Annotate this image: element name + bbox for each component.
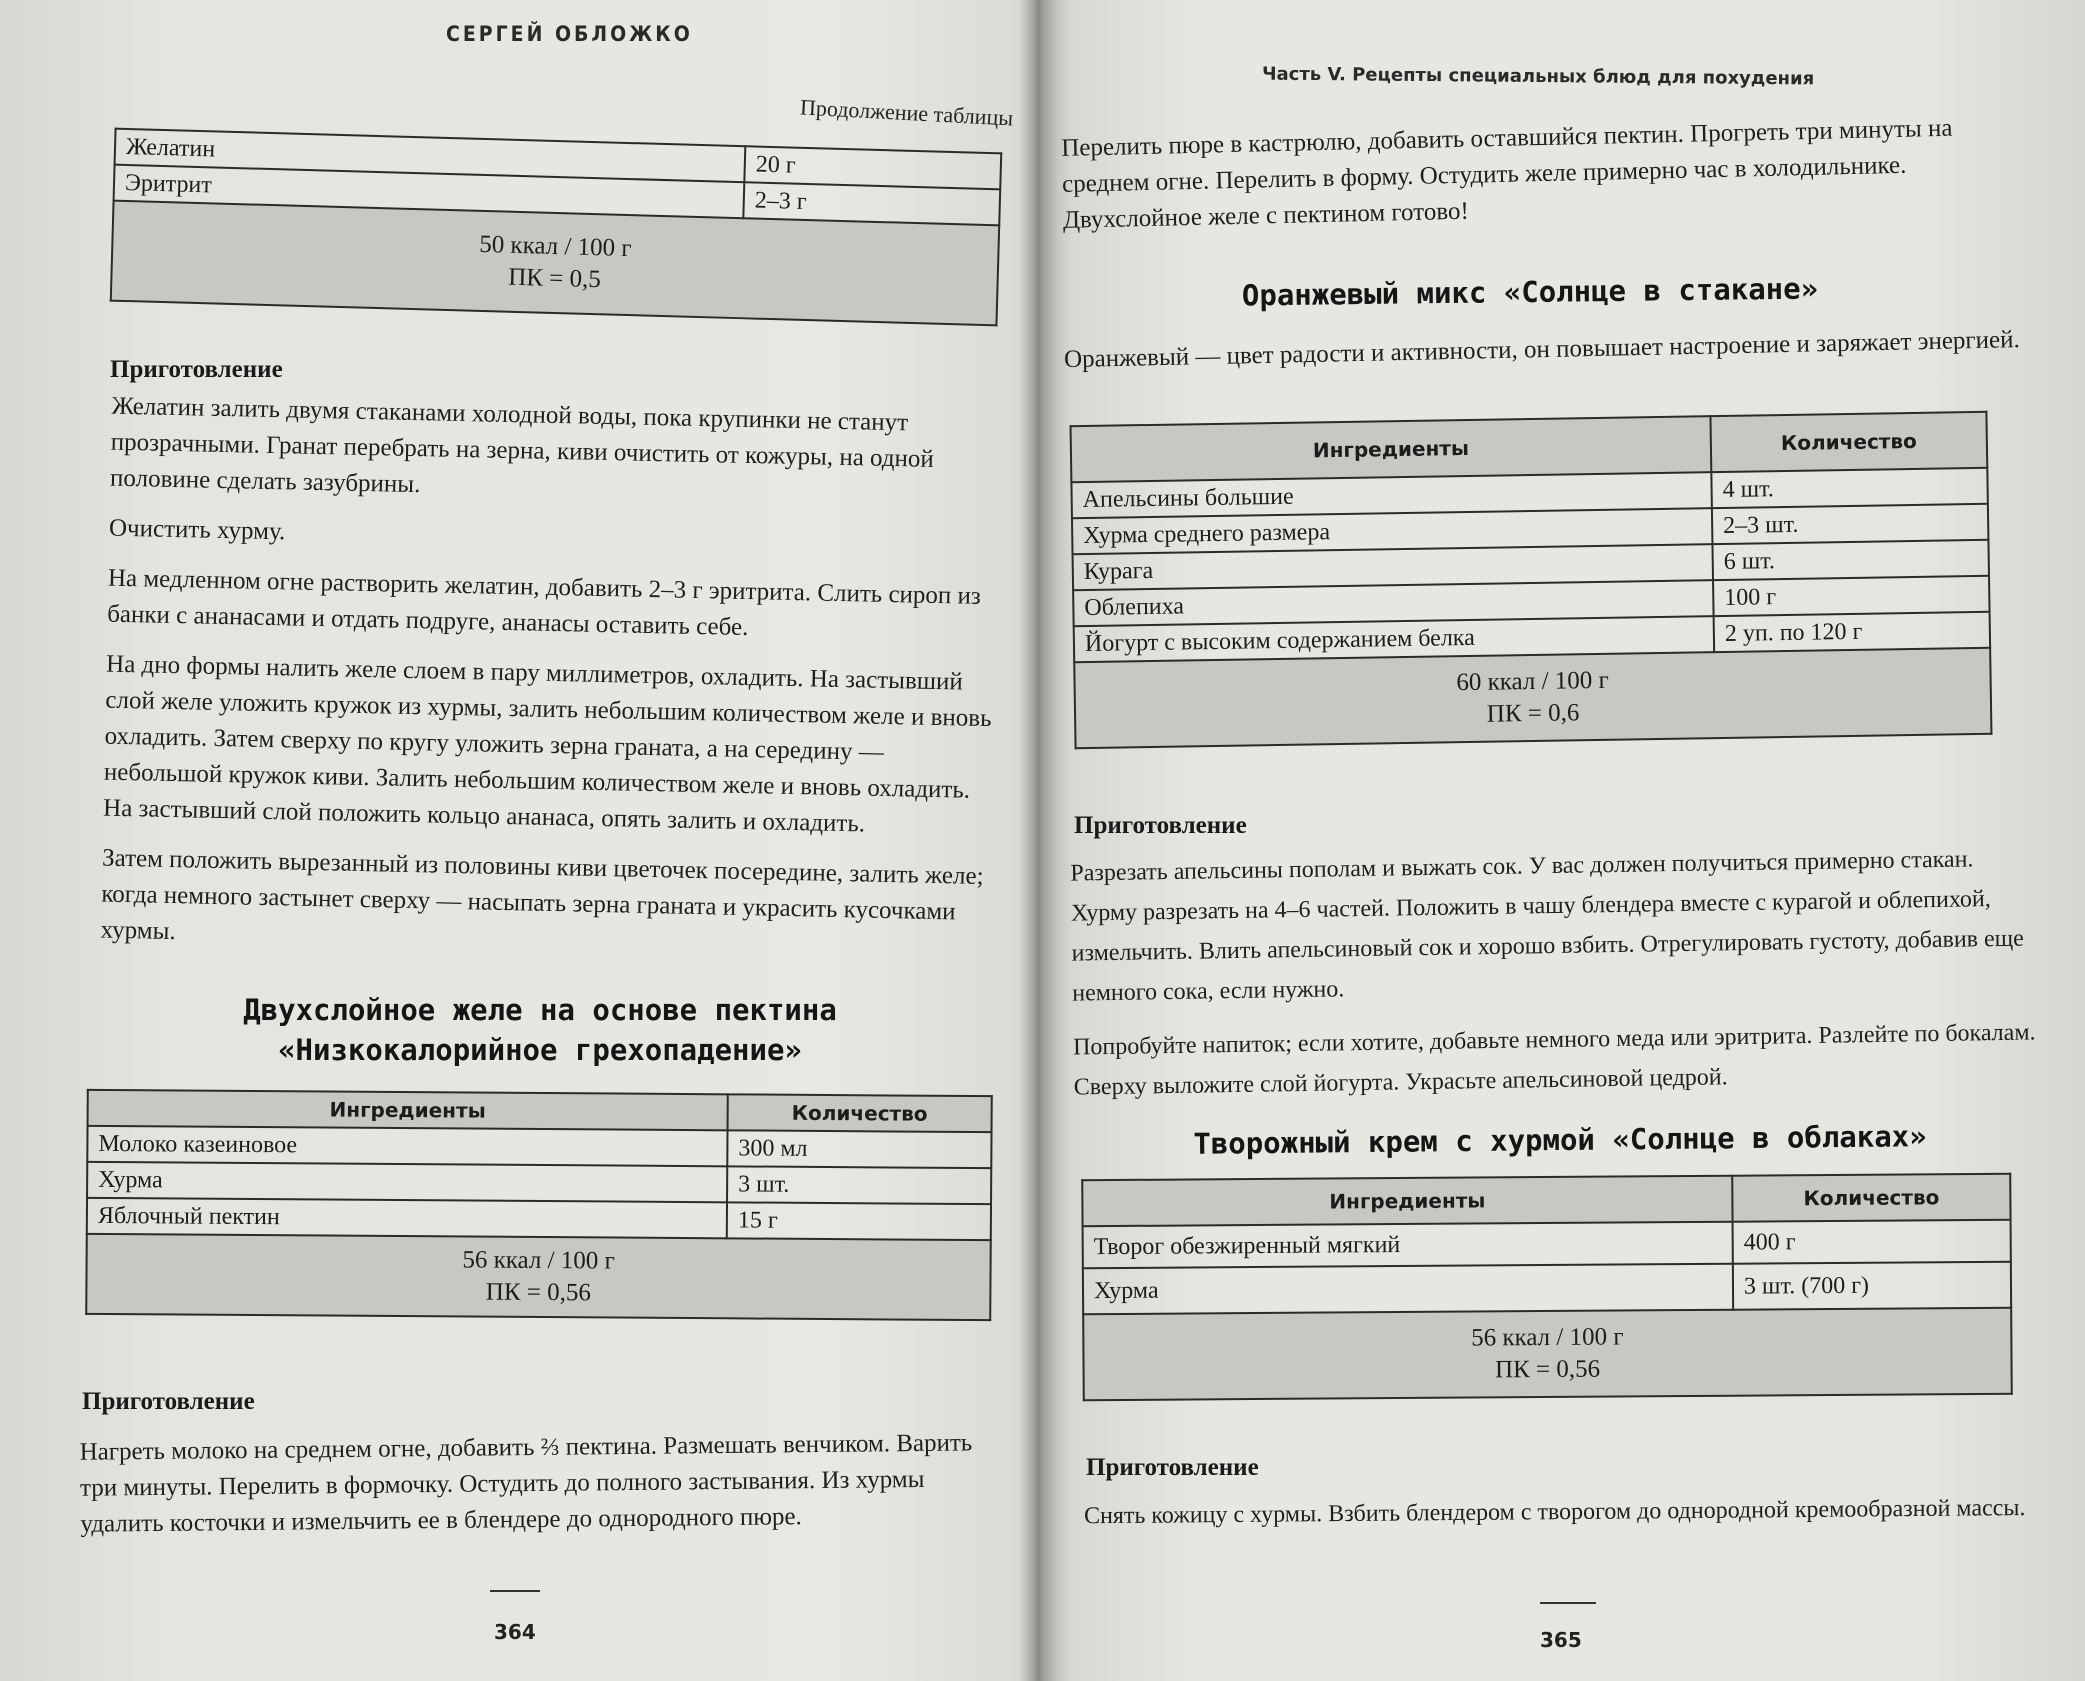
pk-value: ПК = 0,56 [1494,1355,1601,1384]
ingredients-table-pectin [85,1089,993,1321]
preparation-text: Снять кожицу с хурмы. Взбить блендером с творогом до однородной кремообразной массы. [1083,1495,2026,1530]
nutrition-row [86,1234,991,1320]
preparation-text: Нагреть молоко на среднем огне, добавить ⅔ пектина. Размешать венчиком. Варить три минуты. Перелить в формочку. Остудить до полного застывания. Из хурмы удалить косточки и измельчить ее в блендере до однородного пюре. [79,1429,973,1538]
ingredients-table-orange [1070,411,1993,749]
ingredient-cell: Эритрит [114,165,745,219]
intro-text: Перелить пюре в кастрюлю, добавить оставшийся пектин. Прогреть три минуты на среднем огне. Перелить в форму. Остудить желе примерно час в холодильнике. Двухслойное желе с пектином готово! [1060,114,1953,234]
left-page [0,0,1030,1681]
nutrition-row [1074,648,1991,748]
kcal-value: 50 ккал / 100 г [478,230,633,263]
table-row [1083,1220,2011,1268]
page-number: 365 [1540,1628,1582,1652]
ingredient-cell: Йогурт с высоким содержанием белка [1074,616,1714,662]
recipe-title-line: «Низкокалорийное грехопадение» [278,1033,802,1067]
amount-cell: 15 г [727,1202,991,1240]
paragraph: Желатин залить двумя стаканами холодной воды, пока крупинки не станут прозрачными. Гранат перебрать на зерна, киви очистить от кожуры, на одной половине сделать зазубрины. [109,392,935,499]
right-page [1040,0,2085,1681]
paragraph: Разрезать апельсины пополам и выжать сок. У вас должен получиться примерно стакан. Хурму разрезать на 4–6 частей. Положить в чашу блендера вместе с курагой и облепихой, измельчить. Влить апельсиновый сок и хорошо взбить. Отрегулировать густоту, добавив еще немного сока, если нужно. [1070,846,2025,1007]
amount-cell: 2–3 шт. [1712,504,1989,544]
pk-value: ПК = 0,56 [485,1278,592,1307]
running-head-author: СЕРГЕЙ ОБЛОЖКО [446,22,693,46]
ingredient-cell: Апельсины большие [1071,472,1711,518]
kcal-value: 60 ккал / 100 г [1456,666,1609,697]
nutrition-row [1083,1308,2012,1400]
nutrition-summary [86,1234,991,1320]
preparation-text [1070,838,2038,1107]
nutrition-summary [1083,1308,2012,1400]
recipe-title: Оранжевый микс «Солнце в стакане» [1241,271,1819,313]
amount-cell: 100 г [1713,576,1990,616]
page-number-rule [1540,1602,1596,1604]
kcal-value: 56 ккал / 100 г [1471,1323,1624,1352]
amount-cell: 2–3 г [743,182,1000,225]
amount-cell: 3 шт. [727,1166,991,1204]
ingredients-table-curd [1081,1173,2013,1401]
preparation-text [100,389,1010,968]
amount-cell: 6 шт. [1712,540,1989,580]
paragraph: Очистить хурму. [108,514,286,546]
recipe-title-line: Двухслойное желе на основе пектина [243,993,837,1027]
paragraph: Попробуйте напиток; если хотите, добавьте немного меда или эритрита. Разлейте по бокалам. Сверху выложите слой йогурта. Украсьте апельсиновой цедрой. [1072,1019,2036,1101]
ingredient-cell: Молоко казеиновое [87,1126,727,1166]
ingredients-table-continued [110,128,1003,327]
col-ingredients-header: Ингредиенты [1071,416,1712,482]
recipe-description: Оранжевый — цвет радости и активности, он повышает настроение и заряжает энергией. [1063,326,2021,374]
ingredient-cell: Яблочный пектин [87,1198,727,1238]
ingredient-cell: Курага [1073,544,1713,590]
ingredient-cell: Хурма среднего размера [1072,508,1712,554]
ingredient-cell: Творог обезжиренный мягкий [1083,1222,1733,1269]
preparation-heading: Приготовление [1086,1454,1259,1481]
col-amount-header: Количество [728,1094,992,1132]
ingredient-cell: Облепиха [1073,580,1713,626]
page-number: 364 [494,1620,536,1644]
col-ingredients-header: Ингредиенты [1082,1176,1732,1227]
preparation-heading: Приготовление [110,356,283,383]
paragraph: Затем положить вырезанный из половины киви цветочек посередине, залить желе; когда немного застынет сверху — насыпать зерна граната и украсить кусочками хурмы. [100,844,984,946]
pk-value: ПК = 0,5 [507,263,602,294]
preparation-heading: Приготовление [82,1388,255,1415]
page-number-rule [490,1590,540,1592]
table-row [1083,1262,2011,1314]
paragraph: На медленном огне растворить желатин, добавить 2–3 г эритрита. Слить сироп из банки с ананасами и отдать подруге, ананасы оставить себе. [106,564,982,642]
amount-cell: 400 г [1733,1220,2011,1264]
amount-cell: 3 шт. (700 г) [1733,1262,2011,1310]
ingredient-cell: Хурма [87,1162,727,1202]
table-header-row [1082,1174,2010,1226]
nutrition-summary [1074,648,1991,748]
ingredient-cell: Хурма [1083,1264,1733,1315]
col-amount-header: Количество [1732,1174,2010,1222]
col-amount-header: Количество [1710,412,1987,472]
amount-cell: 4 шт. [1711,468,1988,508]
amount-cell: 20 г [744,146,1001,189]
running-head-part: Часть V. Рецепты специальных блюд для похудения [1261,63,1815,90]
pk-value: ПК = 0,6 [1486,699,1580,728]
col-ingredients-header: Ингредиенты [88,1090,728,1130]
kcal-value: 56 ккал / 100 г [462,1246,615,1275]
recipe-title: Творожный крем с хурмой «Солнце в облаках» [1193,1119,1927,1161]
amount-cell: 300 мл [727,1130,991,1168]
table-continuation-label: Продолжение таблицы [799,94,1014,131]
paragraph: На дно формы налить желе слоем в пару миллиметров, охладить. На застывший слой желе уложить кружок из хурмы, залить небольшим количеством желе и вновь охладить. Затем сверху по кругу уложить зерна граната, а на середину — небольшой кружок киви. Залить небольшим количеством желе и вновь охладить. На застывший слой положить кольцо ананаса, опять залить и охладить. [102,650,992,838]
amount-cell: 2 уп. по 120 г [1714,612,1991,652]
preparation-heading: Приготовление [1074,812,1247,839]
ingredient-cell: Желатин [115,129,746,183]
recipe-title [150,990,930,1070]
